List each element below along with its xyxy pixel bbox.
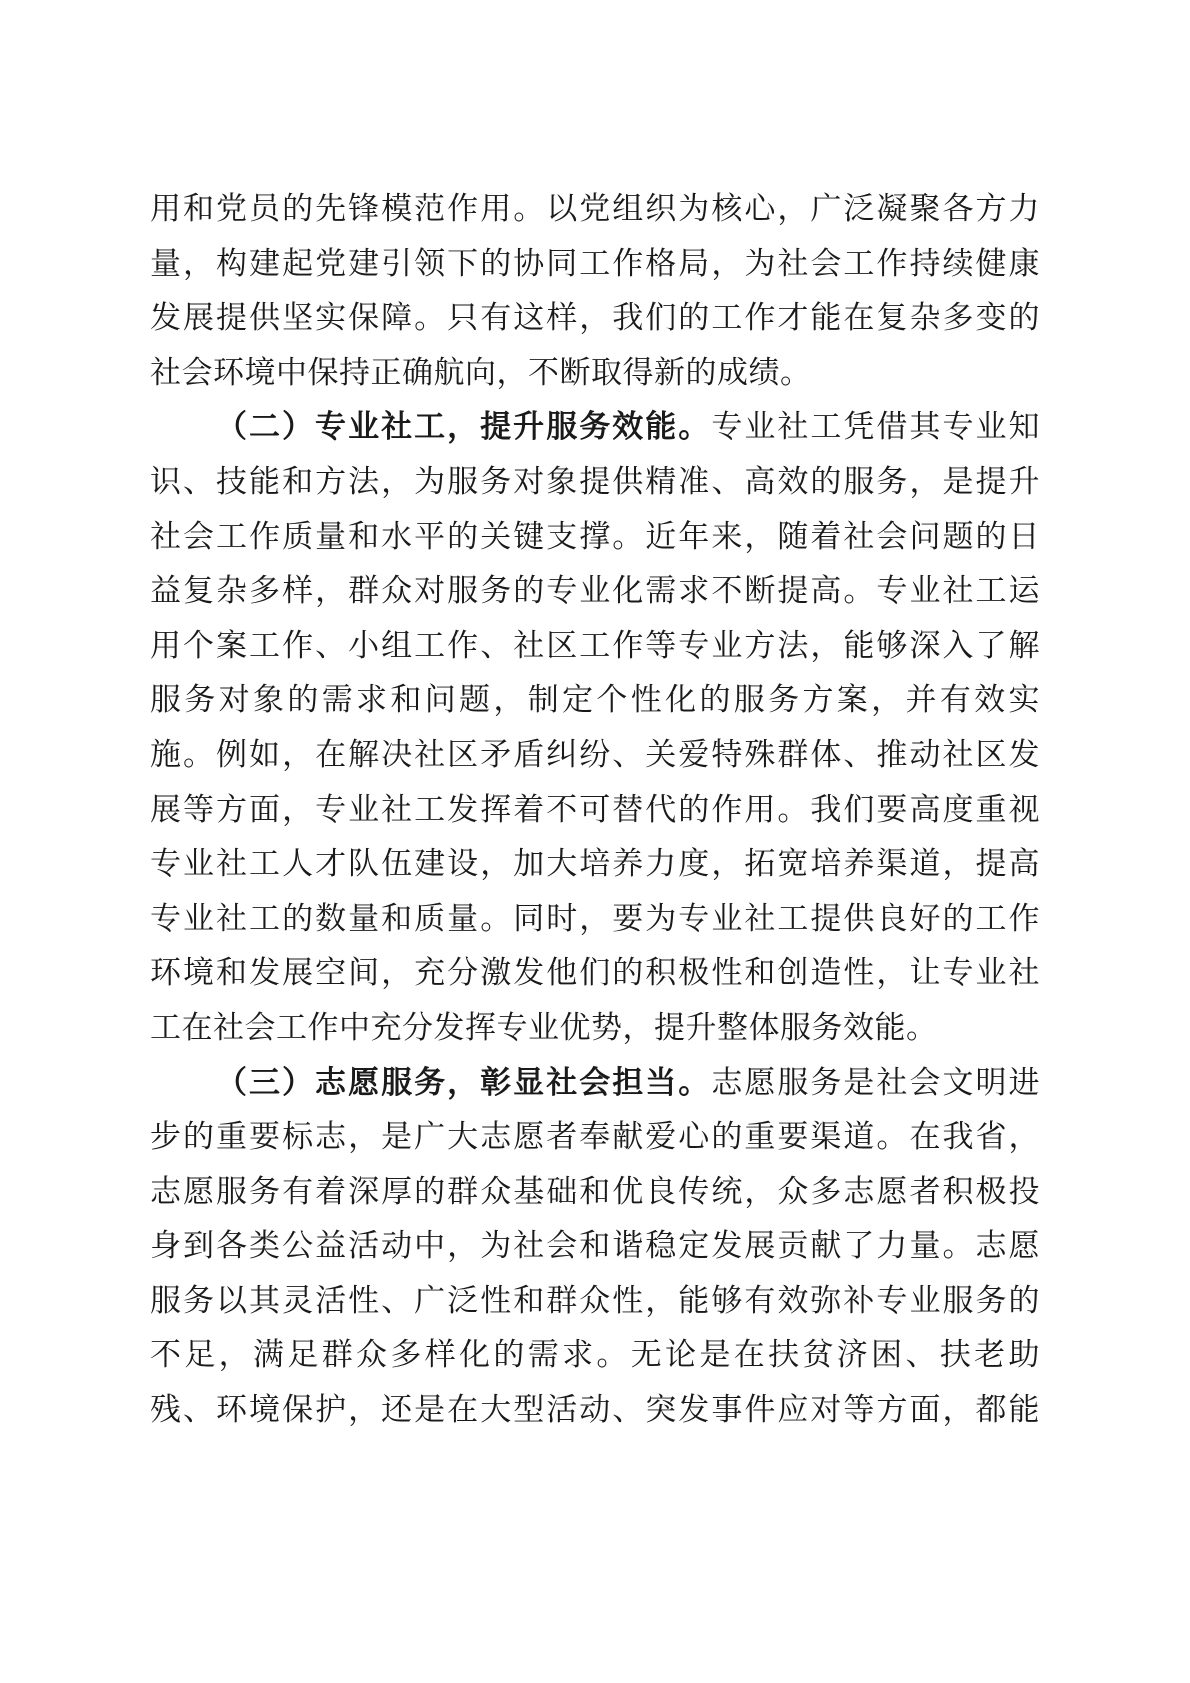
paragraph-line: 残、环境保护，还是在大型活动、突发事件应对等方面，都能 bbox=[150, 1392, 1040, 1429]
paragraph-line: 环境和发展空间，充分激发他们的积极性和创造性，让专业社 bbox=[150, 955, 1040, 992]
section-heading: （二）专业社工，提升服务效能。 bbox=[216, 409, 712, 446]
paragraph-line: 服务以其灵活性、广泛性和群众性，能够有效弥补专业服务的 bbox=[150, 1282, 1040, 1319]
paragraph-line: 志愿服务有着深厚的群众基础和优良传统，众多志愿者积极投 bbox=[150, 1173, 1040, 1210]
paragraph-line: 发展提供坚实保障。只有这样，我们的工作才能在复杂多变的 bbox=[150, 300, 1040, 337]
paragraph-line: 工在社会工作中充分发挥专业优势，提升整体服务效能。 bbox=[150, 1009, 938, 1046]
paragraph-line: 不足，满足群众多样化的需求。无论是在扶贫济困、扶老助 bbox=[150, 1337, 1040, 1374]
paragraph-line: 识、技能和方法，为服务对象提供精准、高效的服务，是提升 bbox=[150, 463, 1040, 500]
section-heading: （三）志愿服务，彰显社会担当。 bbox=[216, 1064, 712, 1101]
document-body bbox=[150, 182, 1040, 1438]
paragraph-line: 用和党员的先锋模范作用。以党组织为核心，广泛凝聚各方力 bbox=[150, 191, 1040, 227]
paragraph-line: 量，构建起党建引领下的协同工作格局，为社会工作持续健康 bbox=[150, 245, 1040, 282]
paragraph-text: 志愿服务是社会文明进 bbox=[711, 1064, 1040, 1101]
paragraph-line: 社会工作质量和水平的关键支撑。近年来，随着社会问题的日 bbox=[150, 518, 1040, 555]
paragraph-line: 展等方面，专业社工发挥着不可替代的作用。我们要高度重视 bbox=[150, 791, 1040, 828]
paragraph-2 bbox=[150, 400, 1040, 1055]
paragraph-text: 专业社工凭借其专业知 bbox=[711, 409, 1040, 446]
paragraph-line: 社会环境中保持正确航向，不断取得新的成绩。 bbox=[150, 354, 812, 391]
paragraph-3 bbox=[150, 1056, 1040, 1438]
paragraph-line: 益复杂多样，群众对服务的专业化需求不断提高。专业社工运 bbox=[150, 573, 1040, 610]
paragraph-line: 专业社工人才队伍建设，加大培养力度，拓宽培养渠道，提高 bbox=[150, 846, 1040, 883]
paragraph-first-line bbox=[150, 400, 1040, 455]
paragraph-line: 用个案工作、小组工作、社区工作等专业方法，能够深入了解 bbox=[150, 627, 1040, 664]
paragraph-first-line bbox=[150, 1056, 1040, 1111]
paragraph-line: 身到各类公益活动中，为社会和谐稳定发展贡献了力量。志愿 bbox=[150, 1228, 1040, 1265]
paragraph-line: 步的重要标志，是广大志愿者奉献爱心的重要渠道。在我省， bbox=[150, 1119, 1040, 1156]
paragraph-line: 施。例如，在解决社区矛盾纠纷、关爱特殊群体、推动社区发 bbox=[150, 736, 1040, 773]
paragraph-line: 服务对象的需求和问题，制定个性化的服务方案，并有效实 bbox=[150, 682, 1040, 719]
paragraph-line: 专业社工的数量和质量。同时，要为专业社工提供良好的工作 bbox=[150, 900, 1040, 937]
paragraph-1 bbox=[150, 182, 1040, 400]
